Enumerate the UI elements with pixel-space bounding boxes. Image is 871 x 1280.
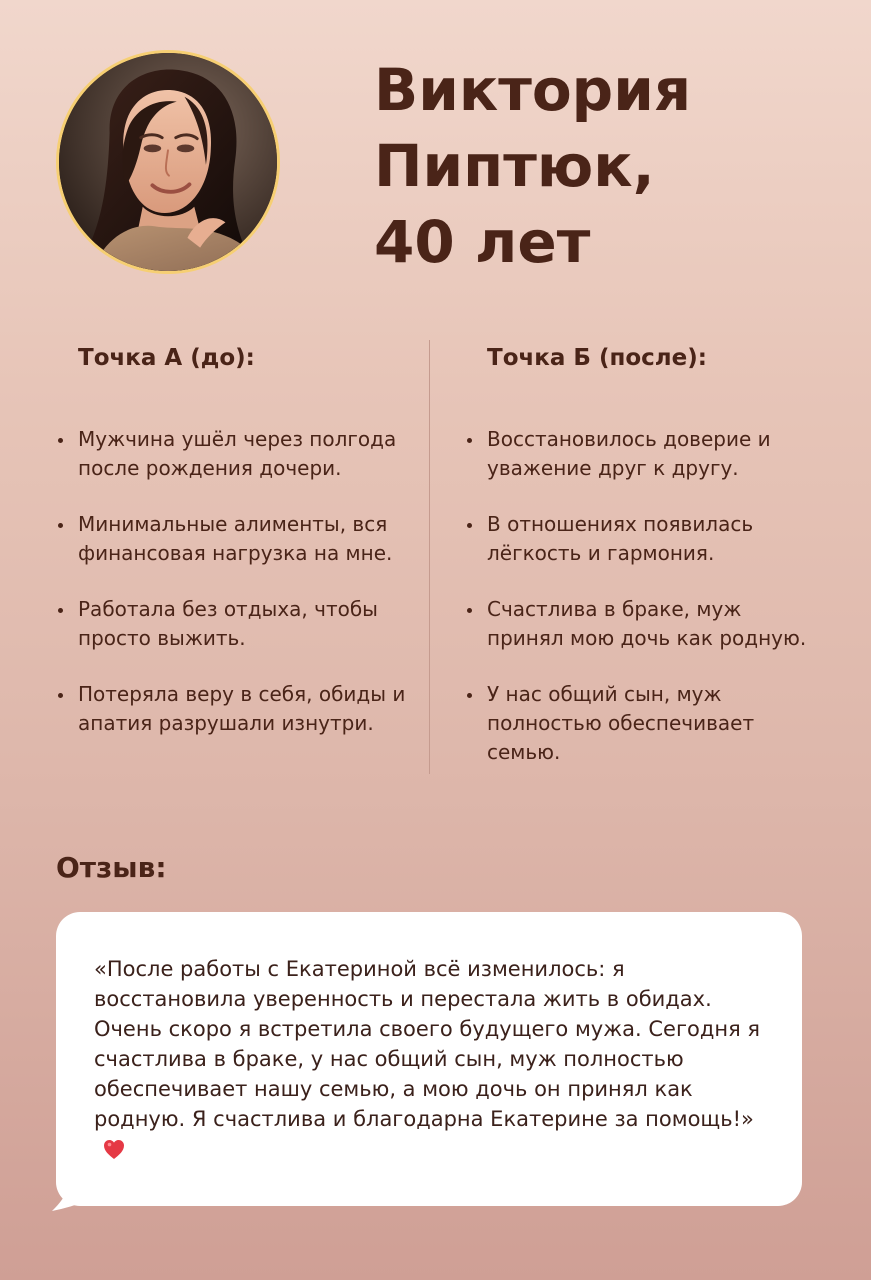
point-b-section	[465, 341, 815, 794]
point-a-item: Мужчина ушёл через полгода после рождения дочери.	[56, 425, 406, 483]
point-a-item: Минимальные алименты, вся финансовая нагрузка на мне.	[56, 510, 406, 568]
name-line-1: Виктория	[374, 56, 692, 124]
name-line-2: Пиптюк,	[374, 132, 655, 200]
avatar	[56, 50, 280, 274]
review-paragraph	[94, 954, 764, 1164]
point-b-item: Счастлива в браке, муж принял мою дочь как родную.	[465, 595, 815, 653]
review-card	[44, 912, 804, 1212]
point-a-section	[56, 341, 406, 765]
point-a-item: Работала без отдыха, чтобы просто выжить.	[56, 595, 406, 653]
point-a-item: Потеряла веру в себя, обиды и апатия разрушали изнутри.	[56, 680, 406, 738]
columns-divider	[429, 340, 430, 774]
point-a-title: Точка А (до):	[78, 345, 255, 371]
point-b-item: У нас общий сын, муж полностью обеспечивает семью.	[465, 680, 815, 767]
point-b-item: Восстановилось доверие и уважение друг к другу.	[465, 425, 815, 483]
point-b-title: Точка Б (после):	[487, 345, 707, 371]
review-bubble	[56, 912, 802, 1206]
heart-icon	[102, 1138, 126, 1160]
point-a-list	[56, 425, 406, 738]
age-line: 40 лет	[374, 208, 591, 276]
review-text: «После работы с Екатериной всё изменилось: я восстановила уверенность и перестала жить в обидах. Очень скоро я встретила своего будущего мужа. Сегодня я счастлива в браке, у нас общий сын, муж полностью обеспечивает нашу семью, а мою дочь он принял как родную. Я счастлива и благодарна Екатерине за помощь!»	[94, 957, 761, 1131]
point-b-list	[465, 425, 815, 767]
review-title: Отзыв:	[56, 851, 167, 884]
point-b-item: В отношениях появилась лёгкость и гармония.	[465, 510, 815, 568]
page-title	[374, 52, 691, 280]
